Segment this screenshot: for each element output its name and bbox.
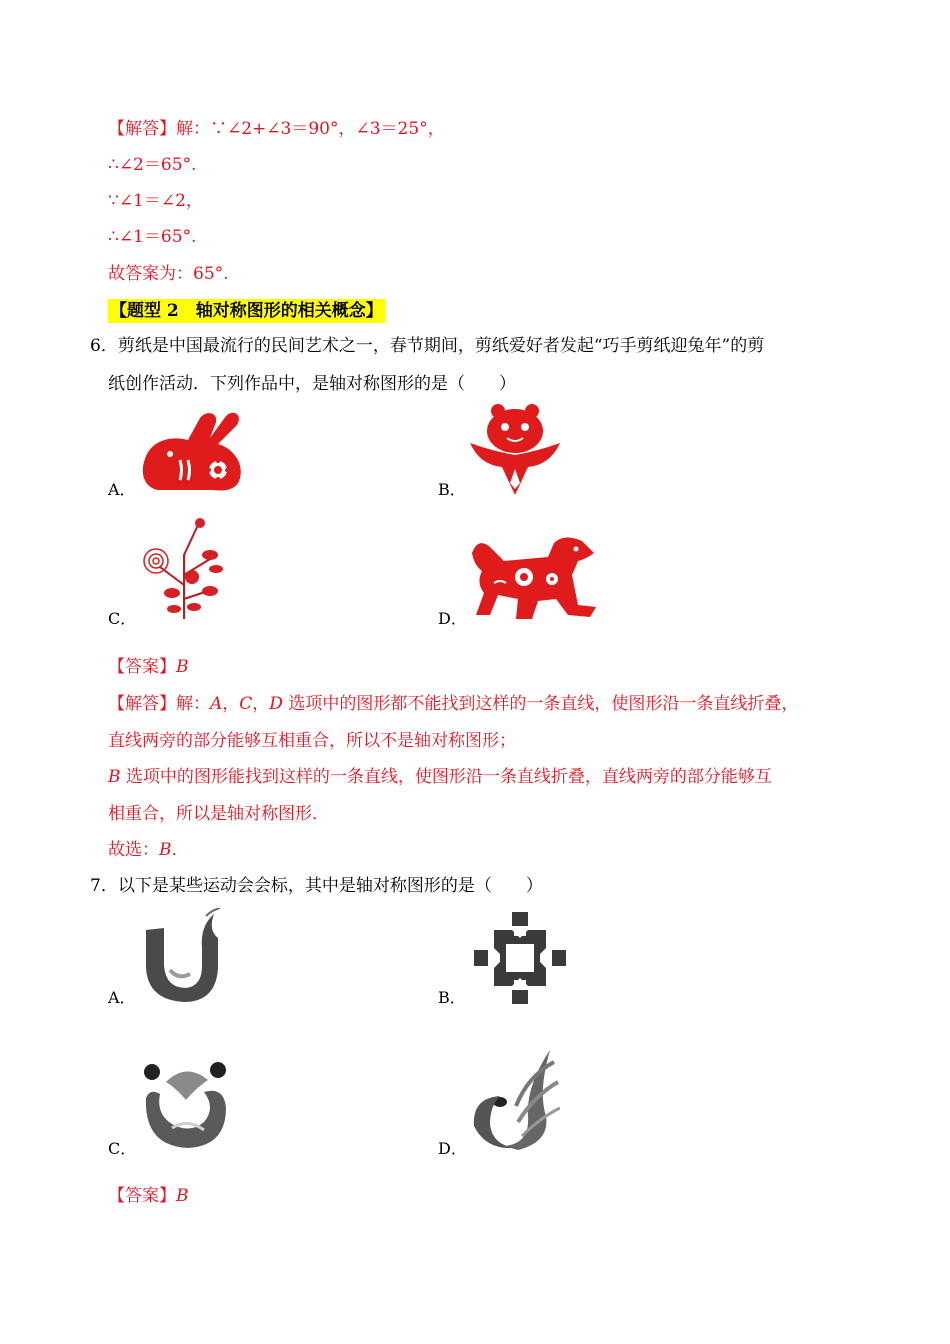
q6-choice-prefix: 故选： [108,840,159,860]
q6-solution-line2: 直线两旁的部分能够互相重合，所以不是轴对称图形； [108,731,516,751]
q6-answer-value: B [176,657,189,677]
q7-answer-tag: 【答案】 [108,1186,176,1206]
q6-choice-suffix: ． [171,840,189,860]
q6-sol-c: C [239,694,253,714]
q6-solution-line3 [108,765,772,789]
q7-option-d-figure [470,1046,560,1157]
q6-option-d-figure [468,535,600,626]
q6-sol-line3-rest: 选项中的图形能找到这样的一条直线，使图形沿一条直线折叠，直线两旁的部分能够互 [120,767,772,787]
answer5-line1 [108,117,445,141]
q6-sol-line1-rest: 选项中的图形都不能找到这样的一条直线，使图形沿一条直线折叠， [282,694,799,714]
q6-answer-tag: 【答案】 [108,657,176,677]
q6-solution-tag: 【解答】 [108,694,176,714]
q7-option-a-label: A． [108,988,136,1007]
answer5-line5: 故答案为：65°. [108,264,229,284]
answer5-text: 解：∵∠2+∠3＝90°，∠3＝25°， [176,119,445,139]
flower-papercut-icon [138,515,230,621]
q7-stem-text: 以下是某些运动会会标，其中是轴对称图形的是（ ） [117,876,543,896]
u-swirl-logo-icon [142,908,222,1004]
section-heading: 【题型 2 轴对称图形的相关概念】 [110,301,383,321]
q6-option-d-label: D． [438,609,467,628]
q6-sol-comma2: ， [252,694,270,714]
dog-papercut-icon [468,535,600,621]
q7-option-b-label: B． [438,988,466,1007]
symmetric-papercut-icon [470,403,560,495]
answer5-line2: ∴∠2＝65°. [108,155,197,175]
q7-option-c-figure [142,1058,228,1157]
q7-number: 7． [90,876,118,896]
q6-choice [108,838,189,862]
q7-answer-value: B [176,1186,189,1206]
q6-option-a-label: A． [108,480,136,499]
q6-sol-comma1: ， [222,694,240,714]
q6-stem-line2: 纸创作活动．下列作品中，是轴对称图形的是（ ） [108,374,516,394]
q7-option-a-figure [142,908,222,1009]
q7-answer [108,1184,189,1208]
q6-solution-line4: 相重合，所以是轴对称图形． [108,804,329,824]
q6-sol-a: A [210,694,223,714]
q6-choice-value: B [159,840,172,860]
q6-option-a-figure [140,410,246,497]
q7-option-d-label: D． [438,1139,467,1158]
q6-stem-text1: 剪纸是中国最流行的民间艺术之一，春节期间，剪纸爱好者发起“巧手剪纸迎兔年”的剪 [117,336,765,356]
q6-sol-d: D [269,694,283,714]
q6-solution-intro: 解： [176,694,210,714]
q6-option-c-figure [138,515,230,626]
q6-number: 6． [90,336,118,356]
q6-option-c-label: C． [108,609,137,628]
answer5-line3: ∵∠1＝∠2， [108,191,203,211]
q6-solution-line1 [108,692,798,716]
q7-option-b-figure [474,912,566,1009]
answer5-tag: 【解答】 [108,119,176,139]
q6-option-b-figure [470,403,560,500]
rabbit-papercut-icon [140,410,246,492]
symmetric-square-logo-icon [474,912,566,1004]
q6-stem-line1 [90,334,764,358]
answer5-line4: ∴∠1＝65°. [108,227,197,247]
q6-sol-b: B [108,767,121,787]
q7-stem [90,874,543,898]
round-flower-logo-icon [142,1058,228,1152]
q7-option-c-label: C． [108,1139,137,1158]
q6-answer [108,655,189,679]
q6-option-b-label: B． [438,480,466,499]
phoenix-logo-icon [470,1046,560,1152]
